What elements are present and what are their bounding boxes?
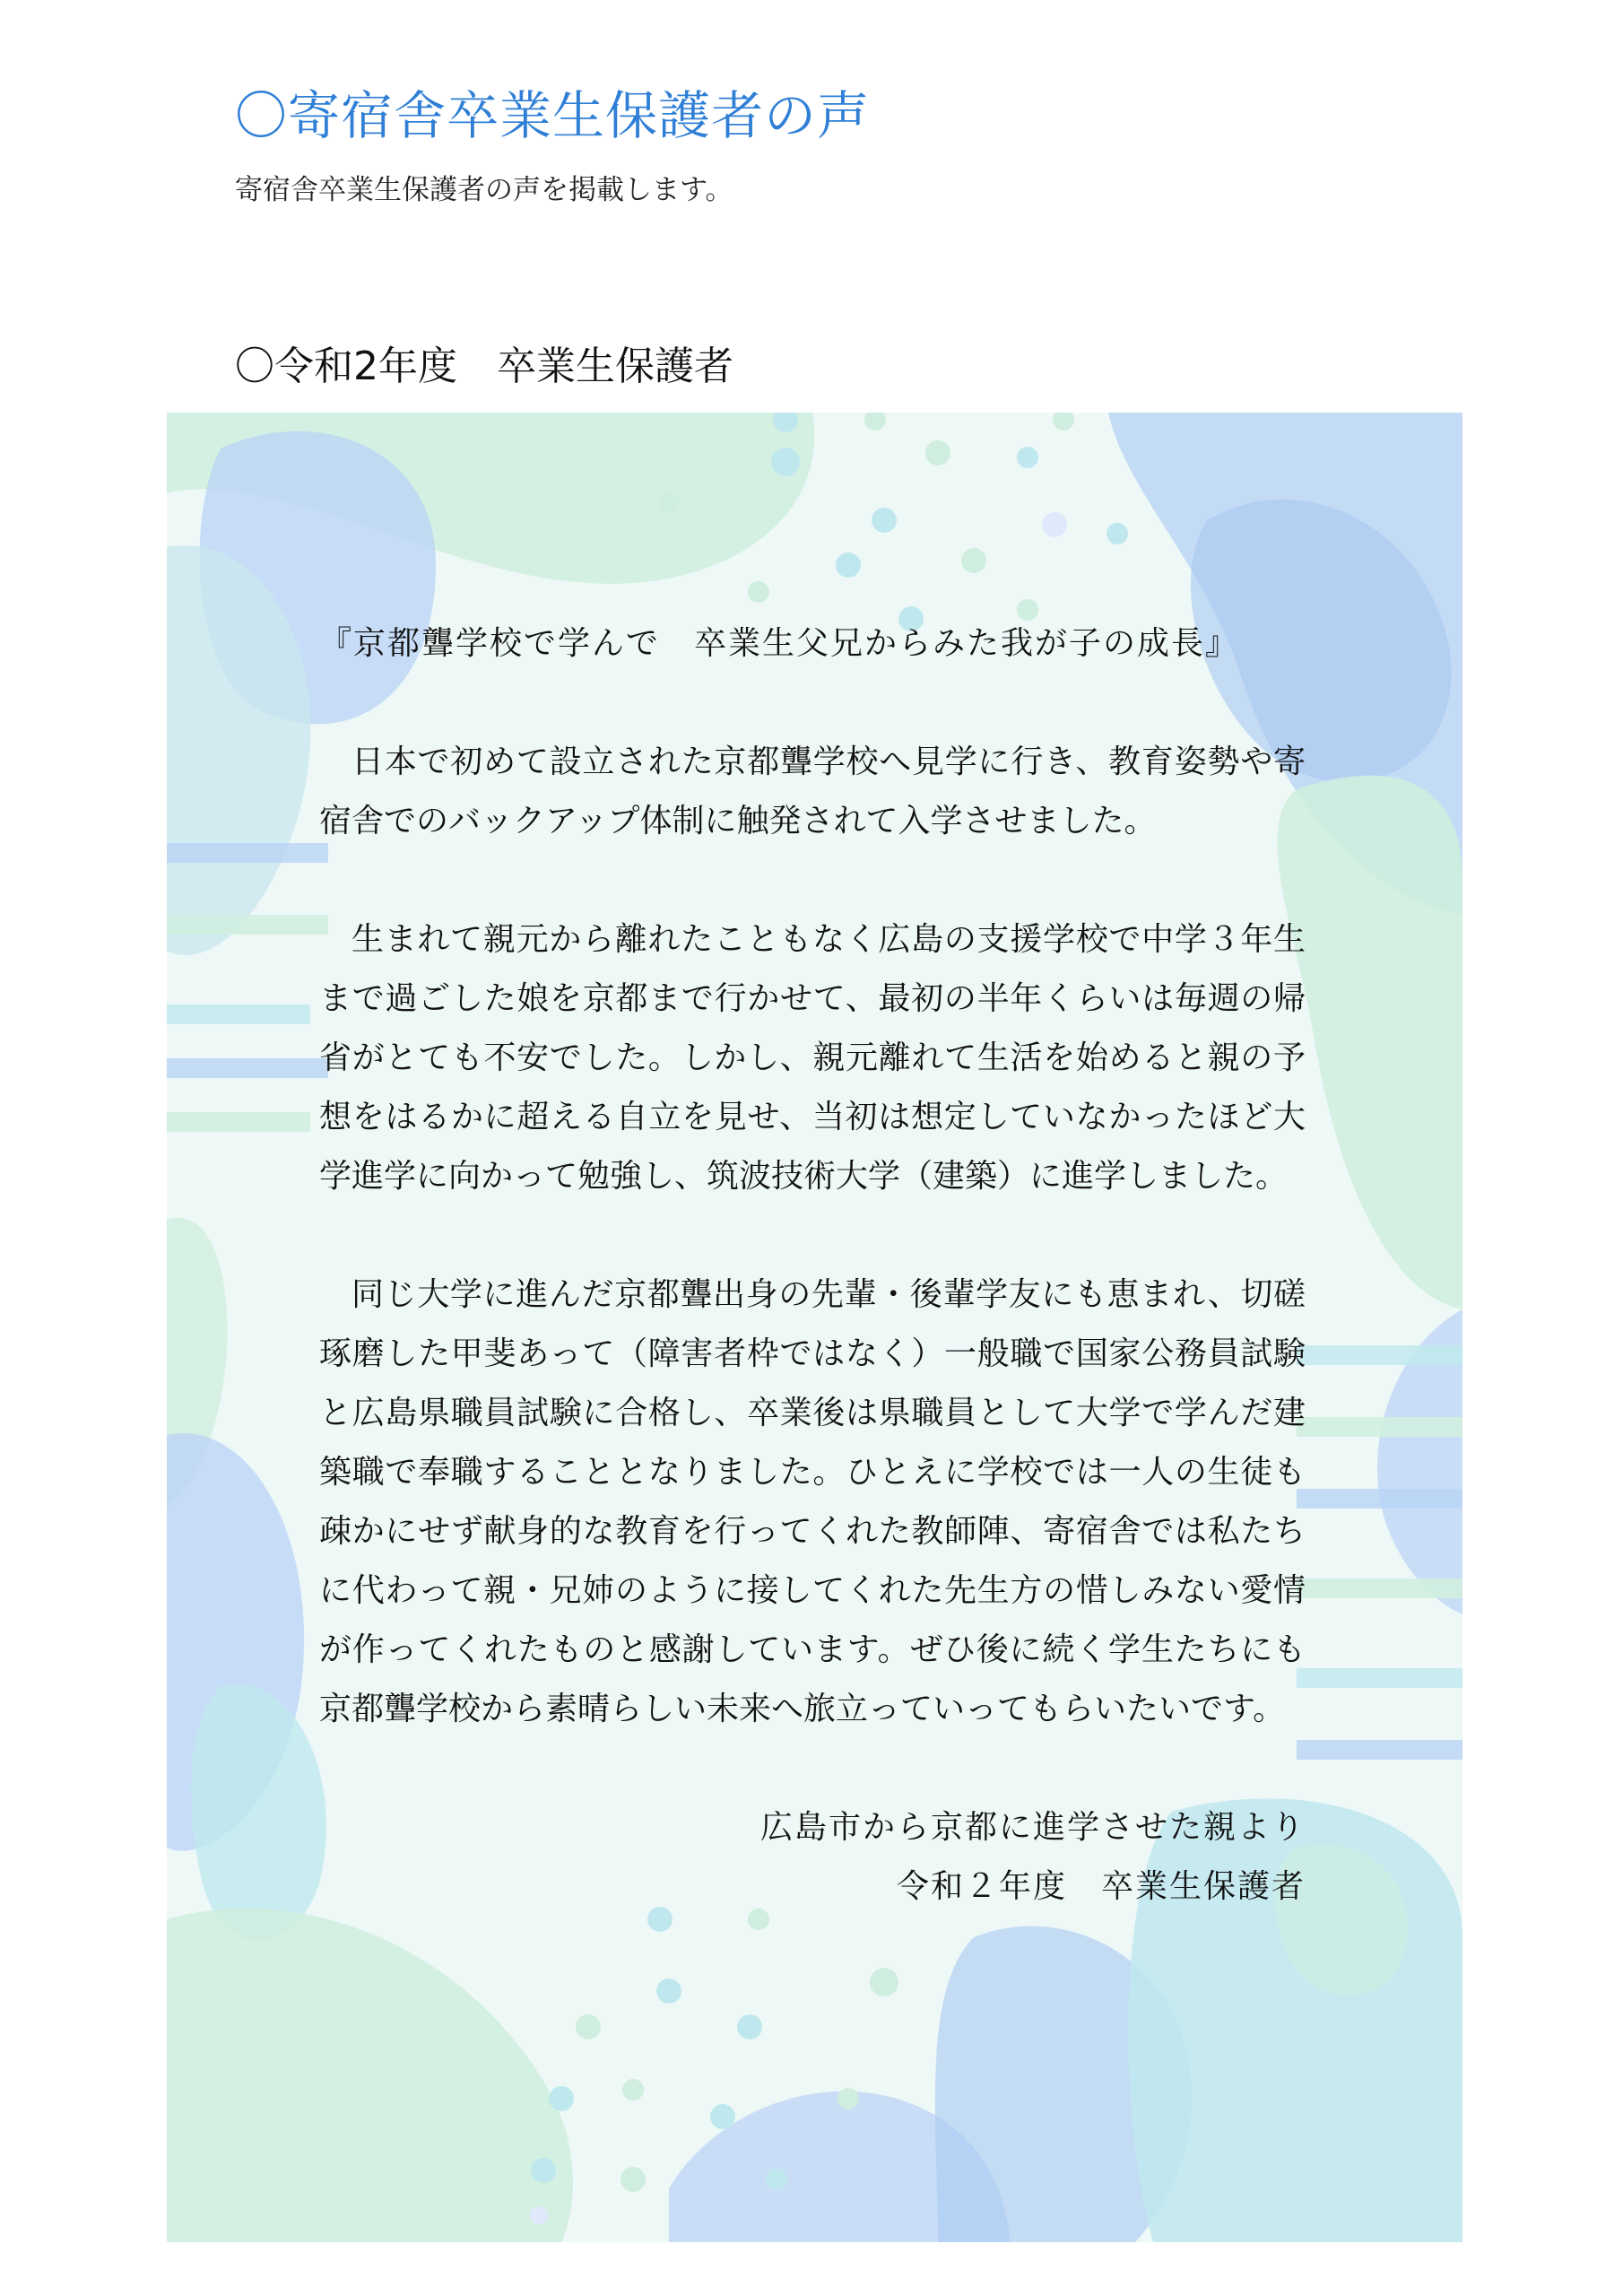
letter-body <box>319 614 1306 1917</box>
letter-card <box>167 413 1462 2242</box>
letter-paragraph: 同じ大学に進んだ京都聾出身の先輩・後輩学友にも恵まれ、切磋琢磨した甲斐あって（障害者枠ではなく）一般職で国家公務員試験と広島県職員試験に合格し、卒業後は県職員として大学で学んだ建築職で奉職することとなりました。ひとえに学校では一人の生徒も疎かにせず献身的な教育を行ってくれた教師陣、寄宿舎では私たちに代わって親・兄姉のように接してくれた先生方の惜しみない愛情が作ってくれたものと感謝しています。ぜひ後に続く学生たちにも京都聾学校から素晴らしい未来へ旅立っていってもらいたいです。 <box>319 1276 1306 1727</box>
letter-paragraph: 生まれて親元から離れたこともなく広島の支援学校で中学３年生まで過ごした娘を京都まで行かせて、最初の半年くらいは毎週の帰省がとても不安でした。しかし、親元離れて生活を始めると親の予想をはるかに超える自立を見せ、当初は想定していなかったほど大学進学に向かって勉強し、筑波技術大学（建築）に進学しました。 <box>319 921 1306 1195</box>
letter-signature-from: 広島市から京都に進学させた親より <box>759 1809 1306 1846</box>
section-heading: 〇令和2年度 卒業生保護者 <box>235 344 733 389</box>
letter-title: 『京都聾学校で学んで 卒業生父兄からみた我が子の成長』 <box>319 625 1240 662</box>
page-title: 〇寄宿舎卒業生保護者の声 <box>235 85 871 146</box>
letter-signature-role: 令和２年度 卒業生保護者 <box>896 1868 1306 1905</box>
letter-paragraph: 日本で初めて設立された京都聾学校へ見学に行き、教育姿勢や寄宿舎でのバックアップ体制に触発されて入学させました。 <box>319 744 1306 839</box>
page-subtitle: 寄宿舎卒業生保護者の声を掲載します。 <box>235 174 733 206</box>
